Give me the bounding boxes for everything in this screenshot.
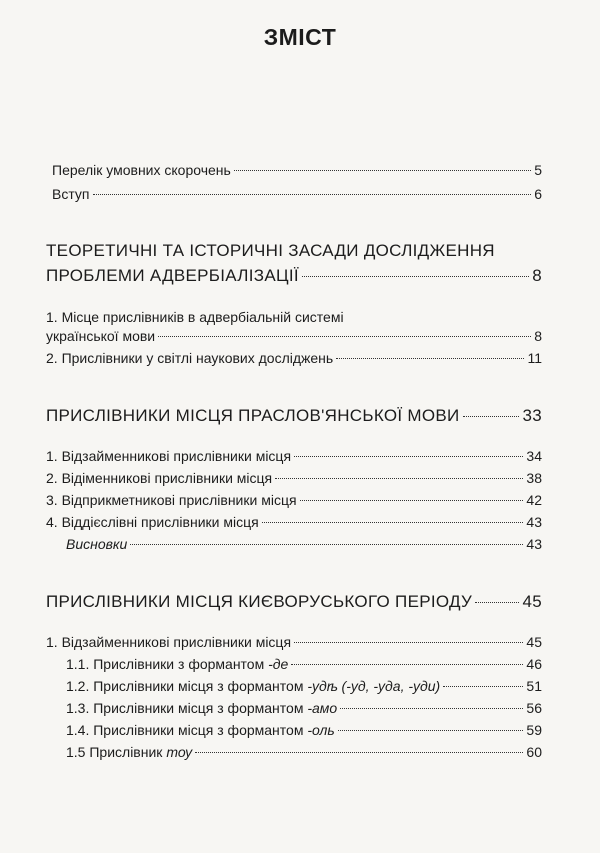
part3-heading: ПРИСЛІВНИКИ МІСЦЯ КИЄВОРУСЬКОГО ПЕРІОДУ 45 [46, 592, 542, 611]
toc-entry-p2-4: 4. Віддієслівні прислівники місця 43 [46, 514, 542, 530]
dot-leader [130, 544, 523, 545]
dot-leader [336, 358, 524, 359]
dot-leader [338, 730, 524, 731]
toc-entry-p2-conclusions: Висновки 43 [66, 536, 542, 552]
toc-entry-p3-1-2: 1.2. Прислівники місця з формантом -удѣ (-уд, -уда, -уди) 51 [66, 678, 542, 694]
dot-leader [275, 478, 523, 479]
dot-leader [93, 194, 532, 195]
part1-heading-line2: ПРОБЛЕМИ АДВЕРБІАЛІЗАЦІЇ 8 [46, 266, 542, 285]
part2-heading: ПРИСЛІВНИКИ МІСЦЯ ПРАСЛОВ'ЯНСЬКОЇ МОВИ 33 [46, 406, 542, 425]
dot-leader [302, 276, 529, 277]
toc-entry-introduction: Вступ 6 [52, 186, 542, 202]
toc-entry-p2-1: 1. Відзайменникові прислівники місця 34 [46, 448, 542, 464]
toc-entry-p3-1-5: 1.5 Прислівник тоу 60 [66, 744, 542, 760]
dot-leader [340, 708, 523, 709]
toc-entry-p1-1-line1: 1. Місце прислівників в адвербіальній системі [46, 309, 344, 325]
toc-entry-abbreviations: Перелік умовних скорочень 5 [52, 162, 542, 178]
toc-entry-p3-1-4: 1.4. Прислівники місця з формантом -оль 59 [66, 722, 542, 738]
toc-entry-p2-3: 3. Відприкметникові прислівники місця 42 [46, 492, 542, 508]
dot-leader [475, 602, 519, 603]
part1-heading-line1: ТЕОРЕТИЧНІ ТА ІСТОРИЧНІ ЗАСАДИ ДОСЛІДЖЕННЯ [46, 241, 495, 260]
toc-entry-p1-1: української мови 8 [46, 328, 542, 344]
toc-entry-p3-1-3: 1.3. Прислівники місця з формантом -амо 56 [66, 700, 542, 716]
dot-leader [443, 686, 523, 687]
dot-leader [262, 522, 524, 523]
toc-entry-p3-1-1: 1.1. Прислівники з формантом -де 46 [66, 656, 542, 672]
toc-entry-p3-1: 1. Відзайменникові прислівники місця 45 [46, 634, 542, 650]
toc-entry-p2-2: 2. Відіменникові прислівники місця 38 [46, 470, 542, 486]
dot-leader [294, 456, 523, 457]
dot-leader [463, 416, 520, 417]
dot-leader [234, 170, 531, 171]
dot-leader [158, 336, 531, 337]
page-title: ЗМІСТ [263, 24, 337, 50]
dot-leader [195, 752, 523, 753]
toc-entry-p1-2: 2. Прислівники у світлі наукових досліджень 11 [46, 350, 542, 366]
dot-leader [294, 642, 523, 643]
dot-leader [291, 664, 523, 665]
dot-leader [300, 500, 524, 501]
